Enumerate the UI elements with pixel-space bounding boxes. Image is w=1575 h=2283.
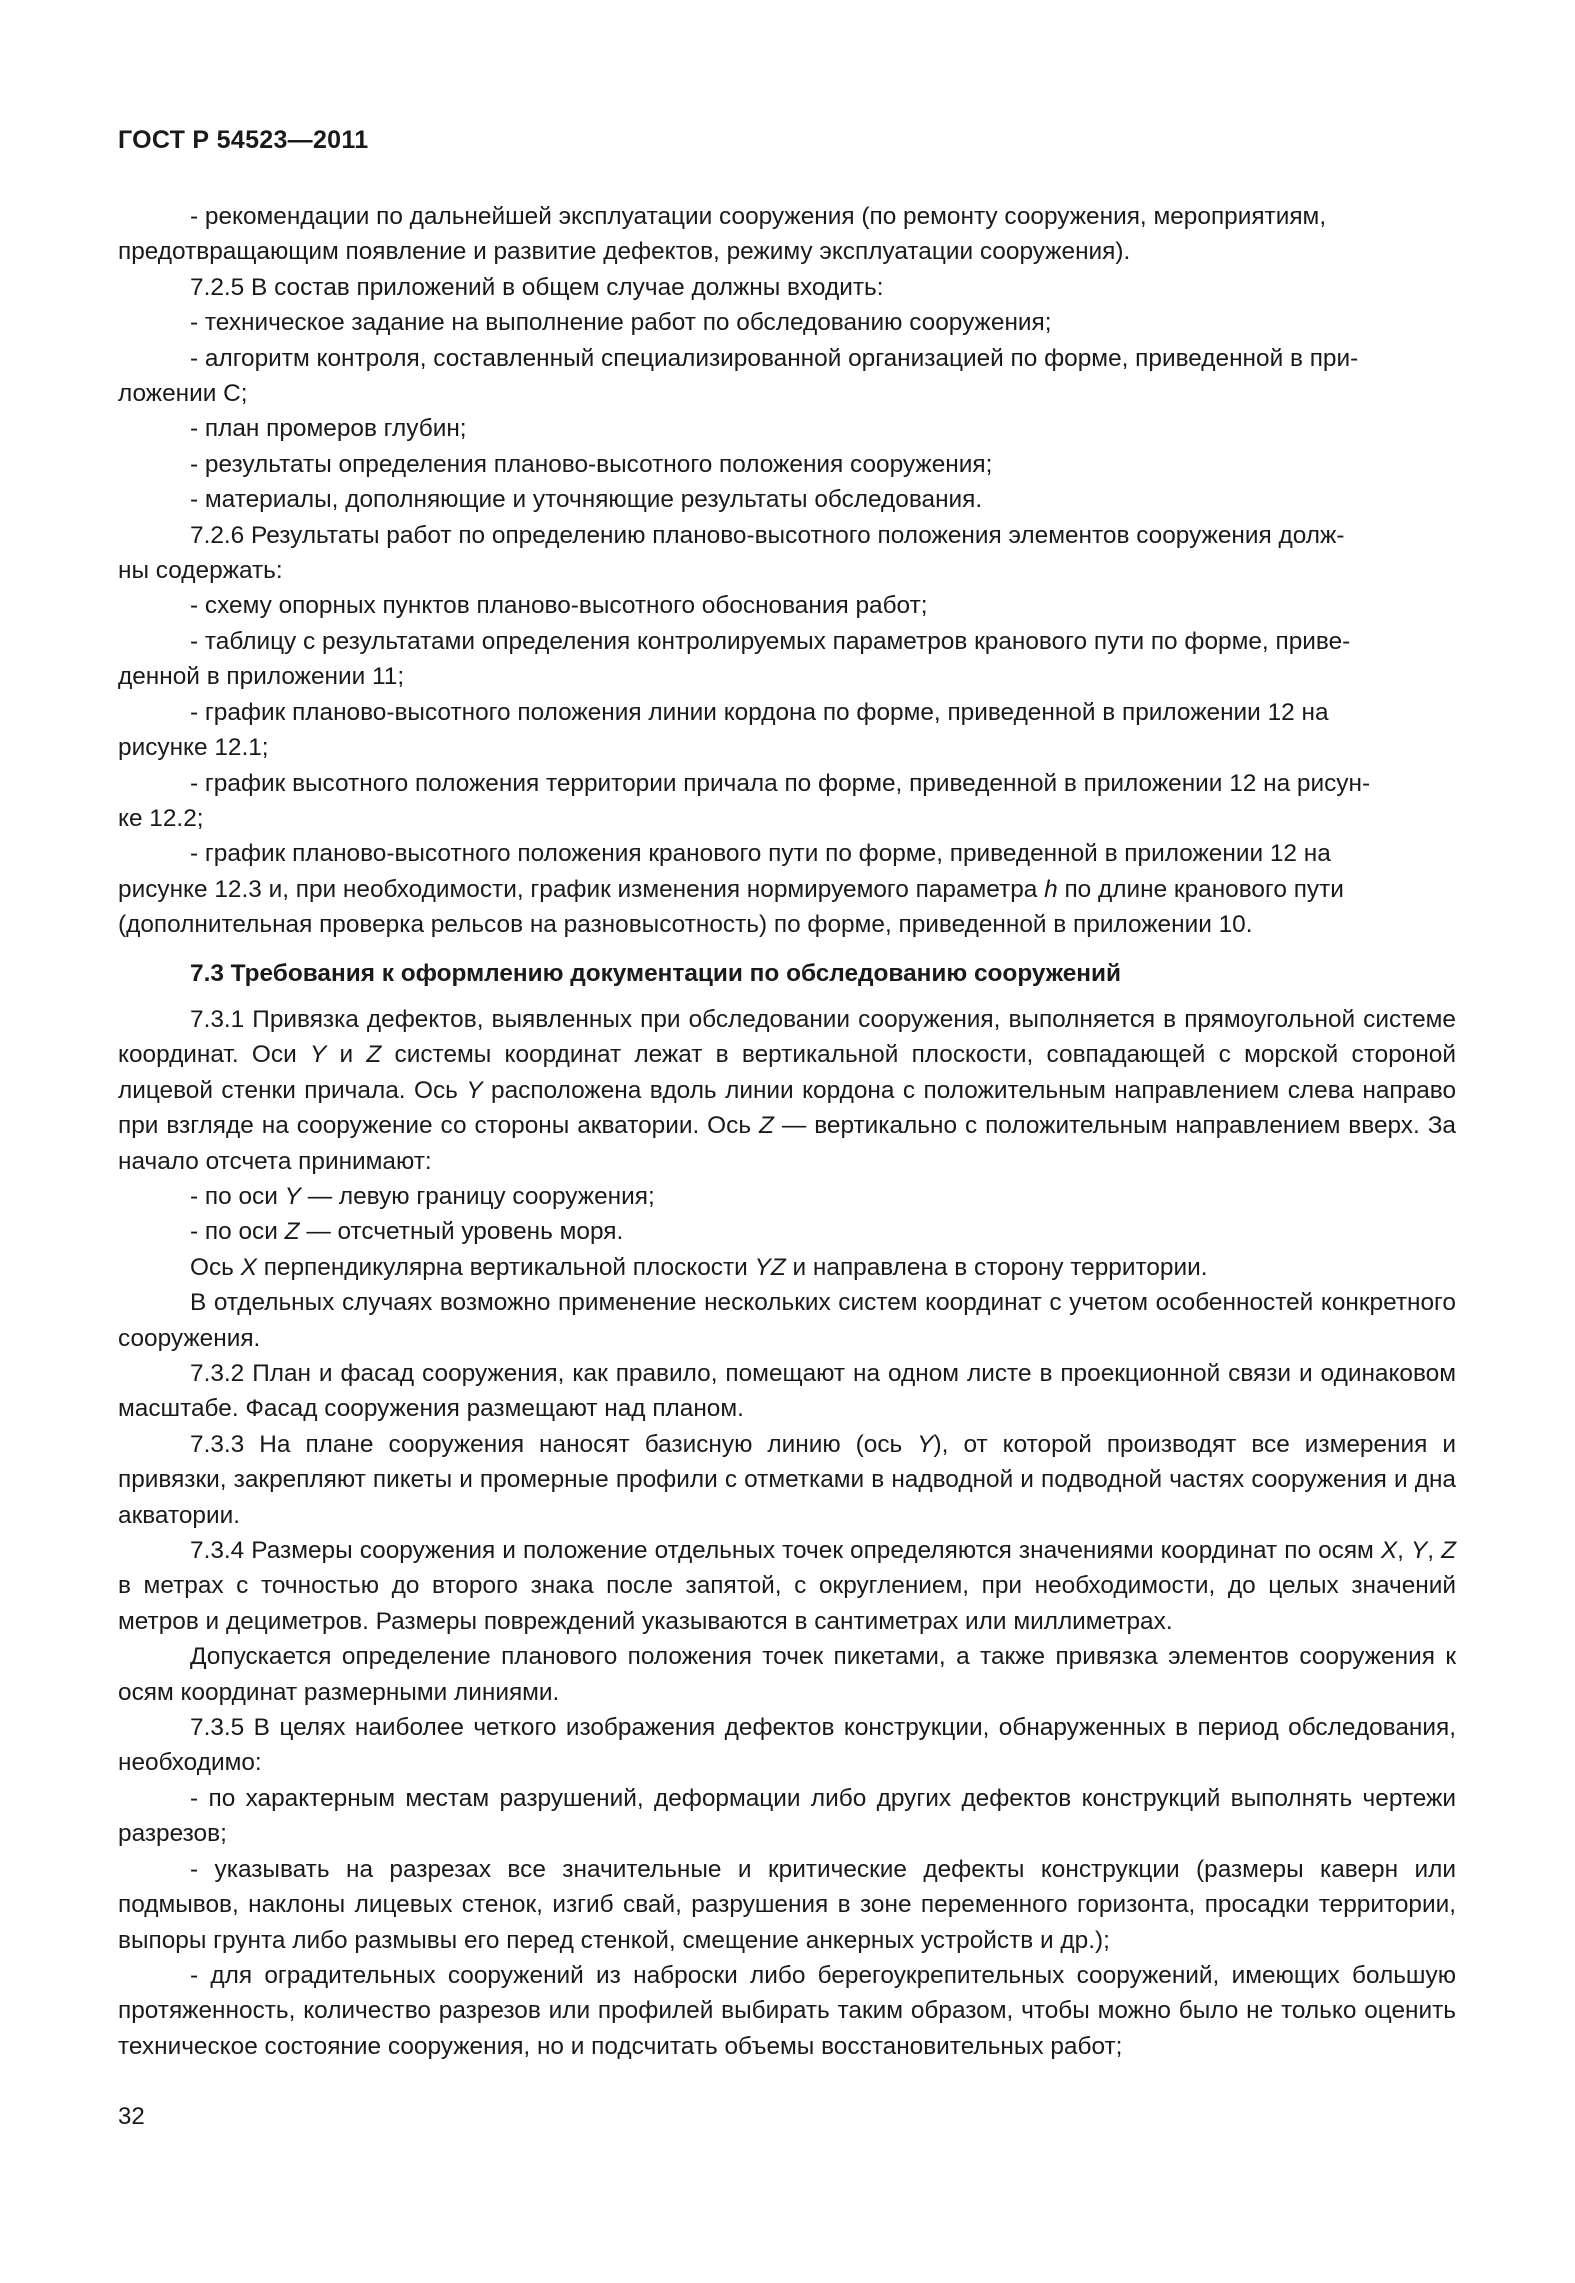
paragraph: - рекомендации по дальнейшей эксплуатации сооружения (по ремонту сооружения, мероприятиям, предотвращающим появление и развитие дефектов, режиму эксплуатации сооружения). (118, 203, 1327, 266)
paragraph: 7.2.6 Результаты работ по определению планово-высотного положения элементов сооружения долж- ны содержать: (118, 521, 1345, 585)
paragraph: 7.3.5 В целях наиболее четкого изображения дефектов конструкции, обнаруженных в период обследования, необходимо: (118, 1714, 1456, 1777)
list-item: - материалы, дополняющие и уточняющие результаты обследования. (190, 486, 983, 514)
list-item: - таблицу с результатами определения контролируемых параметров кранового пути по форме, приве- денной в приложении 11; (118, 627, 1351, 691)
section-heading: 7.3 Требования к оформлению документации по обследованию сооружений (190, 959, 1122, 987)
list-item: - график планово-высотного положения линии кордона по форме, приведенной в приложении 12 на рисунке 12.1; (118, 698, 1329, 762)
paragraph: 7.3.3 На плане сооружения наносят базисную линию (ось Y), от которой производят все измерения и привязки, закрепляют пикеты и промерные профили с отметками в надводной и подводной частях сооружения и дна акватории. (118, 1430, 1456, 1529)
list-item: - график планово-высотного положения кранового пути по форме, приведенной в приложении 12 на рисунке 12.3 и, при необходимости, график изменения нормируемого параметра h по длине кранового пути (дополнительная проверка рельсов на разновысотность) по форме, приведенной в приложении 10. (118, 840, 1344, 939)
list-item: - схему опорных пунктов планово-высотного обоснования работ; (190, 592, 928, 620)
paragraph: 7.3.1 Привязка дефектов, выявленных при обследовании сооружения, выполняется в прямоугольной системе координат. Оси Y и Z системы координат лежат в вертикальной плоскости, совпадающей с морской стороной лицевой стенки причала. Ось Y расположена вдоль линии кордона с положительным направлением слева направо при взгляде на сооружение со стороны акватории. Ось Z — вертикально с положительным направлением вверх. За начало отсчета принимают: (118, 1005, 1457, 1175)
list-item: - график высотного положения территории причала по форме, приведенной в приложении 12 на рисун- ке 12.2; (118, 769, 1371, 832)
paragraph: В отдельных случаях возможно применение нескольких систем координат с учетом особенностей конкретного сооружения. (118, 1289, 1456, 1352)
paragraph: 7.3.2 План и фасад сооружения, как правило, помещают на одном листе в проекционной связи и одинаковом масштабе. Фасад сооружения размещают над планом. (118, 1360, 1456, 1423)
list-item: - план промеров глубин; (190, 415, 467, 443)
list-item: - техническое задание на выполнение работ по обследованию сооружения; (190, 309, 1052, 337)
page-number: 32 (118, 2103, 145, 2130)
list-item: - по оси Y — левую границу сооружения; (190, 1182, 655, 1210)
paragraph: 7.3.4 Размеры сооружения и положение отдельных точек определяются значениями координат по осям X, Y, Z в метрах с точностью до второго знака после запятой, с округлением, при необходимости, до целых значений метров и дециметров. Размеры повреждений указываются в сантиметрах или миллиметрах. (118, 1537, 1456, 1635)
list-item: - по характерным местам разрушений, деформации либо других дефектов конструкций выполнять чертежи разрезов; (118, 1784, 1456, 1848)
paragraph: 7.2.5 В состав приложений в общем случае должны входить: (190, 273, 884, 301)
document-code: ГОСТ Р 54523—2011 (118, 126, 369, 154)
list-item: - алгоритм контроля, составленный специализированной организацией по форме, приведенной в при- ложении С; (118, 344, 1359, 408)
list-item: - результаты определения планово-высотного положения сооружения; (190, 450, 993, 478)
paragraph: Допускается определение планового положения точек пикетами, а также привязка элементов сооружения к осям координат размерными линиями. (118, 1643, 1456, 1706)
paragraph: Ось X перпендикулярна вертикальной плоскости YZ и направлена в сторону территории. (190, 1253, 1208, 1281)
list-item: - по оси Z — отсчетный уровень моря. (190, 1218, 624, 1246)
list-item: - для оградительных сооружений из наброски либо берегоукрепительных сооружений, имеющих большую протяженность, количество разрезов или профилей выбирать таким образом, чтобы можно было не только оценить техническое состояние сооружения, но и подсчитать объемы восстановительных работ; (118, 1961, 1456, 2060)
page-body (118, 199, 1456, 2064)
list-item: - указывать на разрезах все значительные и критические дефекты конструкции (размеры каверн или подмывов, наклоны лицевых стенок, изгиб свай, разрушения в зоне переменного горизонта, просадки территории, выпоры грунта либо размывы его перед стенкой, смещение анкерных устройств и др.); (118, 1855, 1456, 1954)
